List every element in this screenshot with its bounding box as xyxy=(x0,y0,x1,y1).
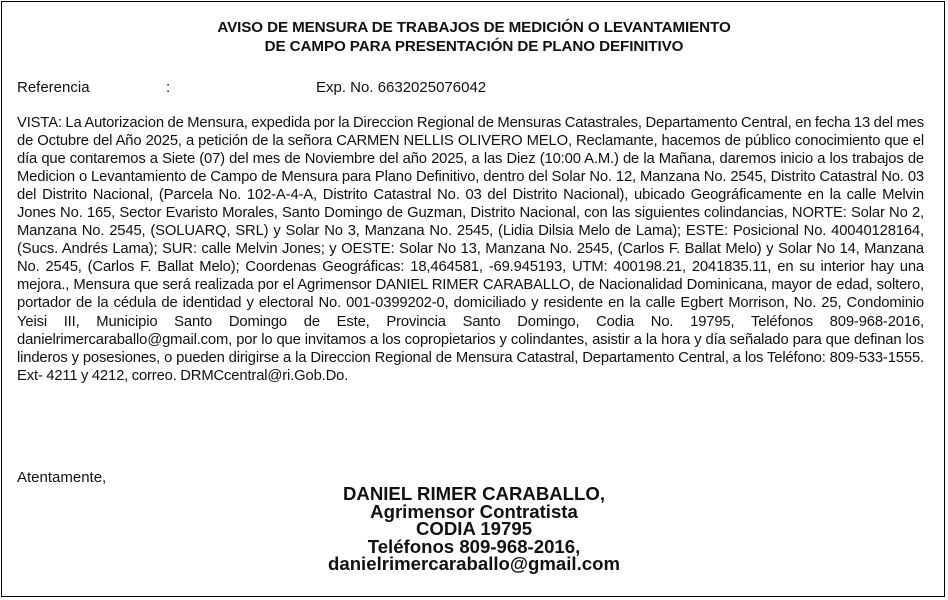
closing-salutation: Atentamente, xyxy=(17,469,107,486)
signature-codia: CODIA 19795 xyxy=(415,518,533,540)
signature-role: Agrimensor Contratista xyxy=(370,500,578,522)
reference-separator: : xyxy=(166,79,171,96)
reference-value: Exp. No. 6632025076042 xyxy=(316,79,487,96)
signature-block xyxy=(279,485,669,573)
signature-name: DANIEL RIMER CARABALLO, xyxy=(342,483,606,504)
title-line-2: DE CAMPO PARA PRESENTACIÓN DE PLANO DEFINITIVO xyxy=(264,38,684,55)
reference-label: Referencia xyxy=(17,79,90,96)
signature-email: danielrimercaraballo@gmail.com xyxy=(328,553,620,575)
signature-phones: Teléfonos 809-968-2016, xyxy=(367,535,581,557)
notice-body: VISTA: La Autorizacion de Mensura, expedida por la Direccion Regional de Mensuras Catastrales, Departamento Central, en fecha 13 del mes de Octubre del Año 2025, a petición de la señora CARMEN NELLIS OLIVERO MELO, Reclamante, hacemos de público conocimiento que el día que contaremos a Siete (07) del mes de Noviembre del año 2025, a las Diez (10:00 A.M.) de la Mañana, daremos inicio a los trabajos de Medicion o Levantamiento de Campo de Mensura para Plano Definitivo, dentro del Solar No. 12, Manzana No. 2545, Distrito Catastral No. 03 del Distrito Nacional, (Parcela No. 102-A-4-A, Distrito Catastral No. 03 del Distrito Nacional), ubicado Geográficamente en la calle Melvin Jones No. 165, Sector Evaristo Morales, Santo Domingo de Guzman, Distrito Nacional, con las siguientes colindancias, NORTE: Solar No 2, Manzana No. 2545, (SOLUARQ, SRL) y Solar No 3, Manzana No. 2545, (Lidia Dilsia Melo de Lama); ESTE: Posicional No. 40040128164, (Sucs. Andrés Lama); SUR: calle Melvin Jones; y OESTE: Solar No 13, Manzana No. 2545, (Carlos F. Ballat Melo) y Solar No 14, Manzana No. 2545, (Carlos F. Ballat Melo); Coordenas Geográficas: 18,464581, -69.945193, UTM: 400198.21, 2041835.11, en su interior hay una mejora., Mensura que será realizada por el Agrimensor DANIEL RIMER CARABALLO, de Nacionalidad Dominicana, mayor de edad, soltero, portador de la cédula de identidad y electoral No. 001-0399202-0, domiciliado y residente en la calle Egbert Morrison, No. 25, Condominio Yeisi III, Municipio Santo Domingo de Este, Provincia Santo Domingo, Codia No. 19795, Teléfonos 809-968-2016, danielrimercaraballo@gmail.com, por lo que invitamos a los copropietarios y colindantes, asistir a la hora y día señalado para que definan los linderos y posesiones, o pueden dirigirse a la Direccion Regional de Mensura Catastral, Departamento Central, a los Teléfono: 809-533-1555. Ext- 4211 y 4212, correo. DRMCcentral@ri.Gob.Do. xyxy=(17,115,924,384)
title-line-1: AVISO DE MENSURA DE TRABAJOS DE MEDICIÓN O LEVANTAMIENTO xyxy=(217,19,731,36)
notice-title xyxy=(0,18,948,56)
